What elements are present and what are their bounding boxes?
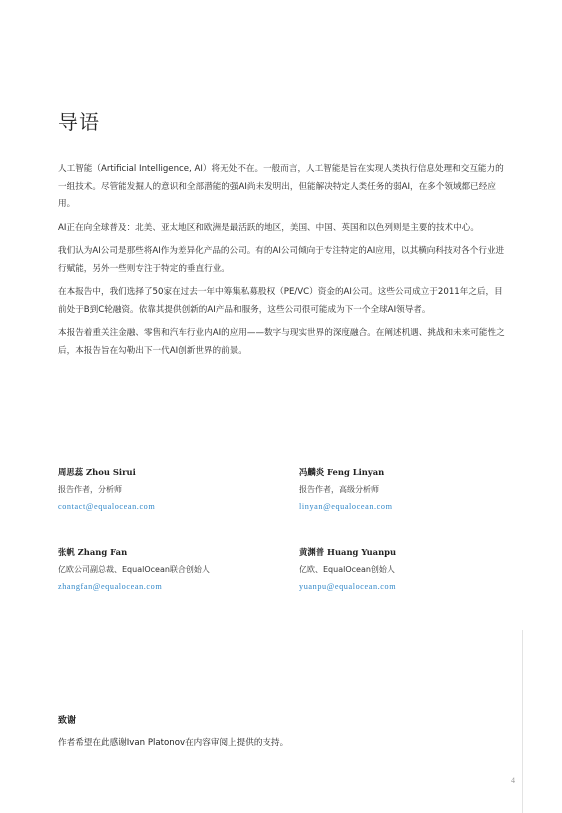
intro-paragraph-4: 在本报告中，我们选择了50家在过去一年中筹集私募股权（PE/VC）资金的AI公司。这些公司成立于2011年之后，目前处于B到C轮融资。依靠其提供创新的AI产品和服务，这些公司很可能成为下一个全球AI领导者。 bbox=[58, 287, 503, 315]
vertical-divider bbox=[522, 630, 523, 813]
page-number: 4 bbox=[511, 776, 515, 785]
intro-paragraph-1: 人工智能（Artificial Intelligence, AI）将无处不在。一般而言，人工智能是旨在实现人类执行信息处理和交互能力的一组技术。尽管能发掘人的意识和全部潜能的强AI尚未发明出，但能解决特定人类任务的弱AI，在多个领域都已经应用。 bbox=[58, 164, 504, 209]
author-role: 报告作者，高级分析师 bbox=[299, 485, 379, 494]
author-name: 周思蕊 Zhou Sirui bbox=[58, 467, 136, 477]
page-title: 导语 bbox=[58, 110, 100, 134]
author-email-link[interactable]: zhangfan@equalocean.com bbox=[58, 582, 163, 591]
author-card-zhou-sirui bbox=[58, 466, 155, 511]
acknowledgement-title: 致谢 bbox=[58, 716, 77, 726]
author-card-huang-yuanpu bbox=[299, 546, 396, 591]
intro-section bbox=[58, 161, 508, 366]
author-role: 亿欧公司副总裁、EqualOcean联合创始人 bbox=[58, 565, 210, 574]
author-name: 冯麟炎 Feng Linyan bbox=[299, 467, 385, 477]
author-email-link[interactable]: contact@equalocean.com bbox=[58, 502, 156, 511]
author-card-feng-linyan bbox=[299, 466, 393, 511]
author-card-zhang-fan bbox=[58, 546, 210, 591]
author-name: 张帆 Zhang Fan bbox=[58, 547, 128, 557]
author-email-link[interactable]: yuanpu@equalocean.com bbox=[299, 582, 397, 591]
intro-paragraph-3: 我们认为AI公司是那些将AI作为差异化产品的公司。有的AI公司倾向于专注特定的AI应用，以其横向科技对各个行业进行赋能，另外一些则专注于特定的垂直行业。 bbox=[58, 246, 505, 274]
intro-paragraph-5: 本报告着重关注金融、零售和汽车行业内AI的应用——数字与现实世界的深度融合。在阐述机遇、挑战和未来可能性之后，本报告旨在勾勒出下一代AI创新世界的前景。 bbox=[58, 328, 505, 356]
author-role: 报告作者，分析师 bbox=[58, 485, 122, 494]
acknowledgement-text: 作者希望在此感谢Ivan Platonov在内容审阅上提供的支持。 bbox=[58, 738, 289, 748]
author-role: 亿欧、EqualOcean创始人 bbox=[299, 565, 395, 574]
author-email-link[interactable]: linyan@equalocean.com bbox=[299, 502, 393, 511]
intro-paragraph-2: AI正在向全球普及：北美、亚太地区和欧洲是最活跃的地区，美国、中国、英国和以色列则是主要的技术中心。 bbox=[58, 222, 479, 233]
author-name: 黄渊普 Huang Yuanpu bbox=[299, 547, 397, 557]
